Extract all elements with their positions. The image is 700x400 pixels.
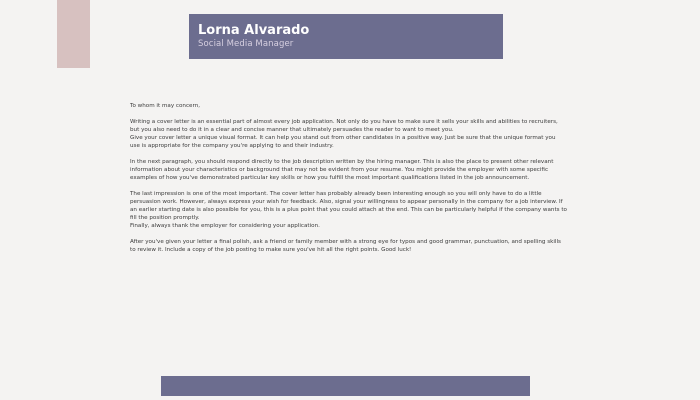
paragraph-1-line: use is appropriate for the company you're applying to and their industry. <box>130 143 334 149</box>
paragraph-3-line: Finally, always thank the employer for considering your application. <box>130 223 320 229</box>
paragraph-1-line: Give your cover letter a unique visual format. It can help you stand out from other candidates in a positive way. Just be sure that the unique format you <box>130 135 556 141</box>
footer-bar <box>161 376 530 396</box>
cover-letter-body <box>130 102 580 262</box>
applicant-role: Social Media Manager <box>198 39 294 49</box>
header-card <box>189 14 503 59</box>
paragraph-3-line: an earlier starting date is also possible for you, this is a plus point that you could attach at the end. This can be particularly helpful if the company wants to <box>130 207 567 213</box>
paragraph-2-line: information about your characteristics or background that may not be evident from your resume. You might provide the employer with some specific <box>130 167 549 173</box>
paragraph-4-line: After you've given your letter a final polish, ask a friend or family member with a strong eye for typos and good grammar, punctuation, and spelling skills <box>130 239 561 245</box>
paragraph-2 <box>130 158 580 182</box>
salutation-text: To whom it may concern, <box>130 103 201 109</box>
paragraph-4 <box>130 238 580 254</box>
paragraph-3-line: The last impression is one of the most important. The cover letter has probably already been interesting enough so you will only have to do a little <box>130 191 542 197</box>
paragraph-3-line: fill the position promptly. <box>130 215 200 221</box>
paragraph-1-line: Writing a cover letter is an essential part of almost every job application. Not only do you have to make sure it sells your skills and abilities to recruiters, <box>130 119 558 125</box>
salutation <box>130 102 580 110</box>
paragraph-1 <box>130 118 580 150</box>
applicant-name: Lorna Alvarado <box>198 23 310 38</box>
paragraph-1-line: but you also need to do it in a clear and concise manner that ultimately persuades the reader to want to meet you. <box>130 127 454 133</box>
side-accent-block <box>57 0 90 68</box>
paragraph-3-line: persuasion work. However, always express your wish for feedback. Also, signal your willingness to appear personally in the company for a job interview. If <box>130 199 563 205</box>
paragraph-4-line: to review it. Include a copy of the job posting to make sure you've hit all the right points. Good luck! <box>130 247 412 253</box>
paragraph-2-line: In the next paragraph, you should respond directly to the job description written by the hiring manager. This is also the place to present other relevant <box>130 159 554 165</box>
paragraph-3 <box>130 190 580 230</box>
paragraph-2-line: examples of how you've demonstrated particular key skills or how you fulfill the most important qualifications listed in the job announcement. <box>130 175 530 181</box>
